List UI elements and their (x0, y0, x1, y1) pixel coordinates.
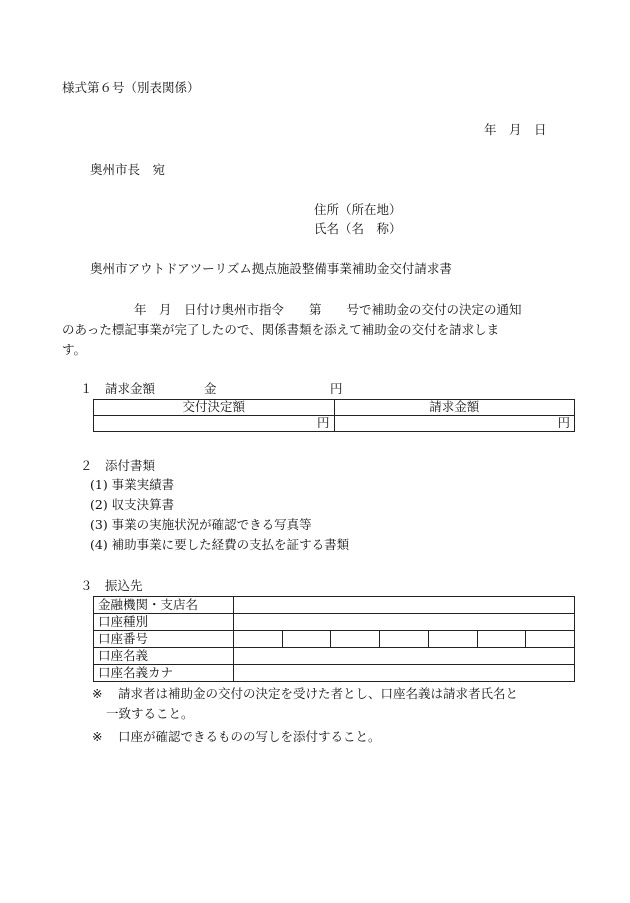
note-1 (92, 688, 518, 701)
account-holder-kana-field[interactable] (234, 665, 575, 682)
row-label-account-holder-kana: 口座名義カナ (94, 665, 234, 682)
bank-transfer-table (93, 596, 575, 682)
grant-decision-amount-cell[interactable]: 円 (94, 416, 335, 432)
account-holder-field[interactable] (234, 648, 575, 665)
body-line-3: す。 (62, 342, 87, 357)
section1-label: １ 請求金額 (80, 381, 156, 396)
note-1-line-1: 請求者は補助金の交付の決定を受けた者とし、口座名義は請求者氏名と (118, 686, 519, 701)
table-row (94, 665, 575, 682)
note-mark: ※ (92, 686, 103, 701)
attachment-item: (1) 事業実績書 (90, 477, 175, 492)
digit-box[interactable] (379, 631, 428, 647)
kin-label: 金 (204, 381, 217, 396)
note-mark: ※ (92, 729, 103, 744)
note-1-line-2: 一致すること。 (106, 706, 194, 721)
digit-box[interactable] (477, 631, 526, 647)
note-2 (92, 731, 381, 744)
account-number-field[interactable] (234, 631, 575, 648)
applicant-address-label: 住所（所在地） (314, 202, 402, 217)
yen-label: 円 (330, 381, 343, 396)
addressee: 奥州市長 宛 (90, 162, 166, 177)
section-request-amount (80, 381, 343, 396)
body-paragraph (62, 300, 578, 360)
applicant-name-label: 氏名（名 称） (314, 221, 402, 236)
bank-branch-field[interactable] (234, 597, 575, 614)
row-label-account-type: 口座種別 (94, 614, 234, 631)
date-line: 年 月 日 (484, 122, 547, 137)
col-header-grant-decision: 交付決定額 (94, 400, 335, 416)
digit-box[interactable] (428, 631, 477, 647)
document-title: 奥州市アウトドアツーリズム拠点施設整備事業補助金交付請求書 (90, 261, 452, 276)
row-label-account-holder: 口座名義 (94, 648, 234, 665)
table-row (94, 614, 575, 631)
attachment-item: (2) 収支決算書 (90, 497, 175, 512)
attachment-item: (4) 補助事業に要した経費の支払を証する書類 (90, 537, 350, 552)
digit-box[interactable] (234, 631, 282, 647)
col-header-request-amount: 請求金額 (334, 400, 575, 416)
account-type-field[interactable] (234, 614, 575, 631)
digit-box[interactable] (282, 631, 331, 647)
body-line-2: のあった標記事業が完了したので、関係書類を添えて補助金の交付を請求しま (62, 322, 500, 337)
body-line-1: 年 月 日付け奥州市指令 第 号で補助金の交付の決定の通知 (134, 302, 522, 317)
row-label-bank-branch: 金融機関・支店名 (94, 597, 234, 614)
digit-box[interactable] (330, 631, 379, 647)
section2-label: ２ 添付書類 (80, 458, 156, 473)
attachment-item: (3) 事業の実施状況が確認できる写真等 (90, 517, 312, 532)
table-row (94, 648, 575, 665)
form-number: 様式第６号（別表関係） (62, 80, 200, 95)
note-2-text: 口座が確認できるものの写しを添付すること。 (118, 729, 381, 744)
table-row (94, 597, 575, 614)
section3-label: ３ 振込先 (80, 578, 143, 593)
row-label-account-number: 口座番号 (94, 631, 234, 648)
table-row (94, 631, 575, 648)
request-amount-cell[interactable]: 円 (334, 416, 575, 432)
amount-table (93, 399, 575, 432)
account-number-digit-boxes (234, 631, 574, 647)
digit-box[interactable] (525, 631, 574, 647)
